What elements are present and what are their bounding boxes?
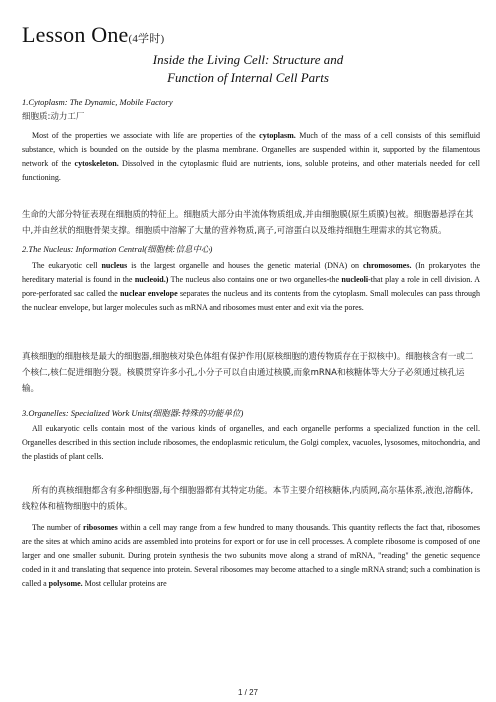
subtitle-line-1: Inside the Living Cell: Structure and — [152, 52, 344, 67]
section-1-paragraph: Most of the properties we associate with life are properties of the cytoplasm. Much of the mass of a cell consists of this semifluid substance, which is bounded on the outside by the plasma membrane. Organelles are suspended within it, supported by the filamentous network of the cytoskeleton. Dissolved in the cytoplasmic fluid are nutrients, ions, soluble proteins, and other materials needed for cell functioning. — [22, 131, 481, 182]
subtitle-line-2: Function of Internal Cell Parts — [167, 70, 329, 85]
section-1-cn-heading: 细胞质:动力工厂 — [22, 112, 85, 122]
section-3-ribosome-paragraph: The number of ribosomes within a cell may range from a few hundred to many thousands. This quantity reflects the fact that, ribosomes are the sites at which amino acids are assembled into proteins for export or for use in cell processes. A complete ribosome is composed of one larger and one smaller subunit. During protein synthesis the two subunits move along a strand of mRNA, "reading" the genetic sequence coded in it and translating that sequence into protein. Several ribosomes may become attached to a single mRNA strand; such a combination is called a polysome. Most cellular proteins are — [22, 523, 480, 588]
section-2-cn-paragraph: 真核细胞的细胞核是最大的细胞器,细胞核对染色体组有保护作用(原核细胞的遗传物质存在于拟核中)。细胞核含有一或二个核仁,核仁促进细胞分裂。核膜贯穿许多小孔,小分子可以自由通过核膜,而象mRNA和核糖体等大分子必须通过核孔运输。 — [22, 352, 474, 394]
section-3-cn-paragraph: 所有的真核细胞都含有多种细胞器,每个细胞器都有其特定功能。本节主要介绍核糖体,内质网,高尔基体系,液泡,溶酶体,线粒体和植物细胞中的质体。 — [22, 486, 474, 512]
lesson-title-main: Lesson One — [22, 22, 129, 47]
section-2-paragraph: The eukaryotic cell nucleus is the largest organelle and houses the genetic material (DNA) on chromosomes. (In prokaryotes the hereditary material is found in the nucleoid.) The nucleus also contains one or two organelles-the nucleoli-that play a role in cell division. A pore-perforated sac called the nuclear envelope separates the nucleus and its contents from the cytoplasm. Small molecules can pass through the nuclear envelope, but larger molecules such as mRNA and ribosomes must enter and exit via the pores. — [22, 261, 481, 312]
lesson-title — [22, 22, 164, 48]
section-1-cn-paragraph: 生命的大部分特征表现在细胞质的特征上。细胞质大部分由半流体物质组成,并由细胞膜(原生质膜)包被。细胞器悬浮在其中,并由丝状的细胞骨架支撑。细胞质中溶解了大量的营养物质,离子,可溶蛋白以及维持细胞生理需求的其它物质。 — [22, 210, 474, 236]
section-1-heading: 1.Cytoplasm: The Dynamic, Mobile Factory — [22, 97, 173, 107]
section-3-paragraph: All eukaryotic cells contain most of the various kinds of organelles, and each organelle performs a specialized function in the cell. Organelles described in this section include ribosomes, the endoplasmic reticulum, the Golgi complex, vacuoles, lysosomes, mitochondria, and the plastids of plant cells. — [22, 424, 480, 461]
lesson-hours: (4学时) — [128, 33, 165, 45]
section-3-heading: 3.Organelles: Specialized Work Units(细胞器:特殊的功能单位) — [22, 408, 244, 418]
section-2-heading: 2.The Nucleus: Information Central(细胞核:信息中心) — [22, 244, 213, 254]
page-number: 1 / 27 — [237, 688, 258, 697]
